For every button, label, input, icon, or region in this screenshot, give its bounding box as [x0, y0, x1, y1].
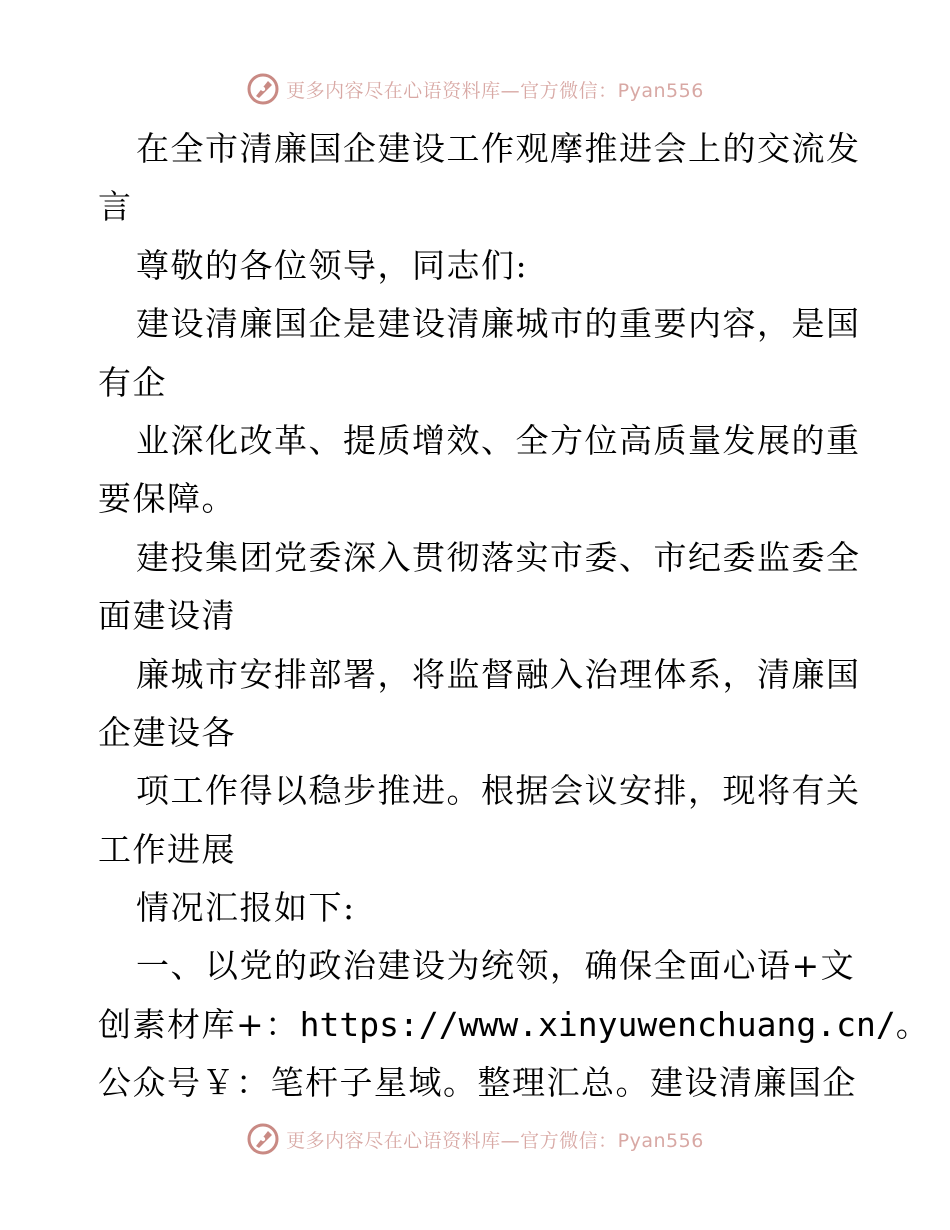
text-line: 要保障。 — [98, 479, 236, 519]
text-line: 情况汇报如下: — [136, 888, 356, 928]
text-line: 一、以党的政治建设为统领，确保全面心语+文 — [136, 946, 856, 986]
text-line: 公众号￥：笔杆子星域。整理汇总。建设清廉国企 — [98, 1063, 857, 1103]
watermark-text: 更多内容尽在心语资料库—官方微信：Pyan556 — [286, 1129, 704, 1152]
url-suffix: 。 — [895, 1004, 931, 1044]
text-line: 在全市清廉国企建设工作观摩推进会上的交流发 — [136, 129, 861, 168]
text-line: 言 — [98, 187, 133, 227]
text-line: 建设清廉国企是建设清廉城市的重要内容，是国 — [136, 304, 861, 344]
text-line-with-url — [98, 996, 931, 1054]
text-line: 企建设各 — [98, 712, 236, 752]
text-line: 面建设清 — [98, 596, 236, 636]
text-line: 有企 — [98, 362, 167, 402]
document-body — [98, 120, 931, 1113]
footer-watermark — [0, 1122, 950, 1156]
pen-nib-logo-icon — [246, 72, 280, 106]
text-line: 廉城市安排部署，将监督融入治理体系，清廉国 — [136, 654, 861, 694]
url-prefix: 创素材库+： — [98, 1004, 300, 1044]
text-line: 业深化改革、提质增效、全方位高质量发展的重 — [136, 420, 861, 460]
header-watermark — [0, 72, 950, 106]
watermark-text: 更多内容尽在心语资料库—官方微信：Pyan556 — [286, 79, 704, 102]
text-line: 建投集团党委深入贯彻落实市委、市纪委监委全 — [136, 537, 861, 577]
text-line: 项工作得以稳步推进。根据会议安排，现将有关 — [136, 771, 861, 811]
website-url: https://www.xinyuwenchuang.cn/ — [299, 1004, 896, 1044]
text-line: 尊敬的各位领导，同志们: — [136, 245, 529, 285]
text-line: 工作进展 — [98, 829, 236, 869]
pen-nib-logo-icon — [246, 1122, 280, 1156]
